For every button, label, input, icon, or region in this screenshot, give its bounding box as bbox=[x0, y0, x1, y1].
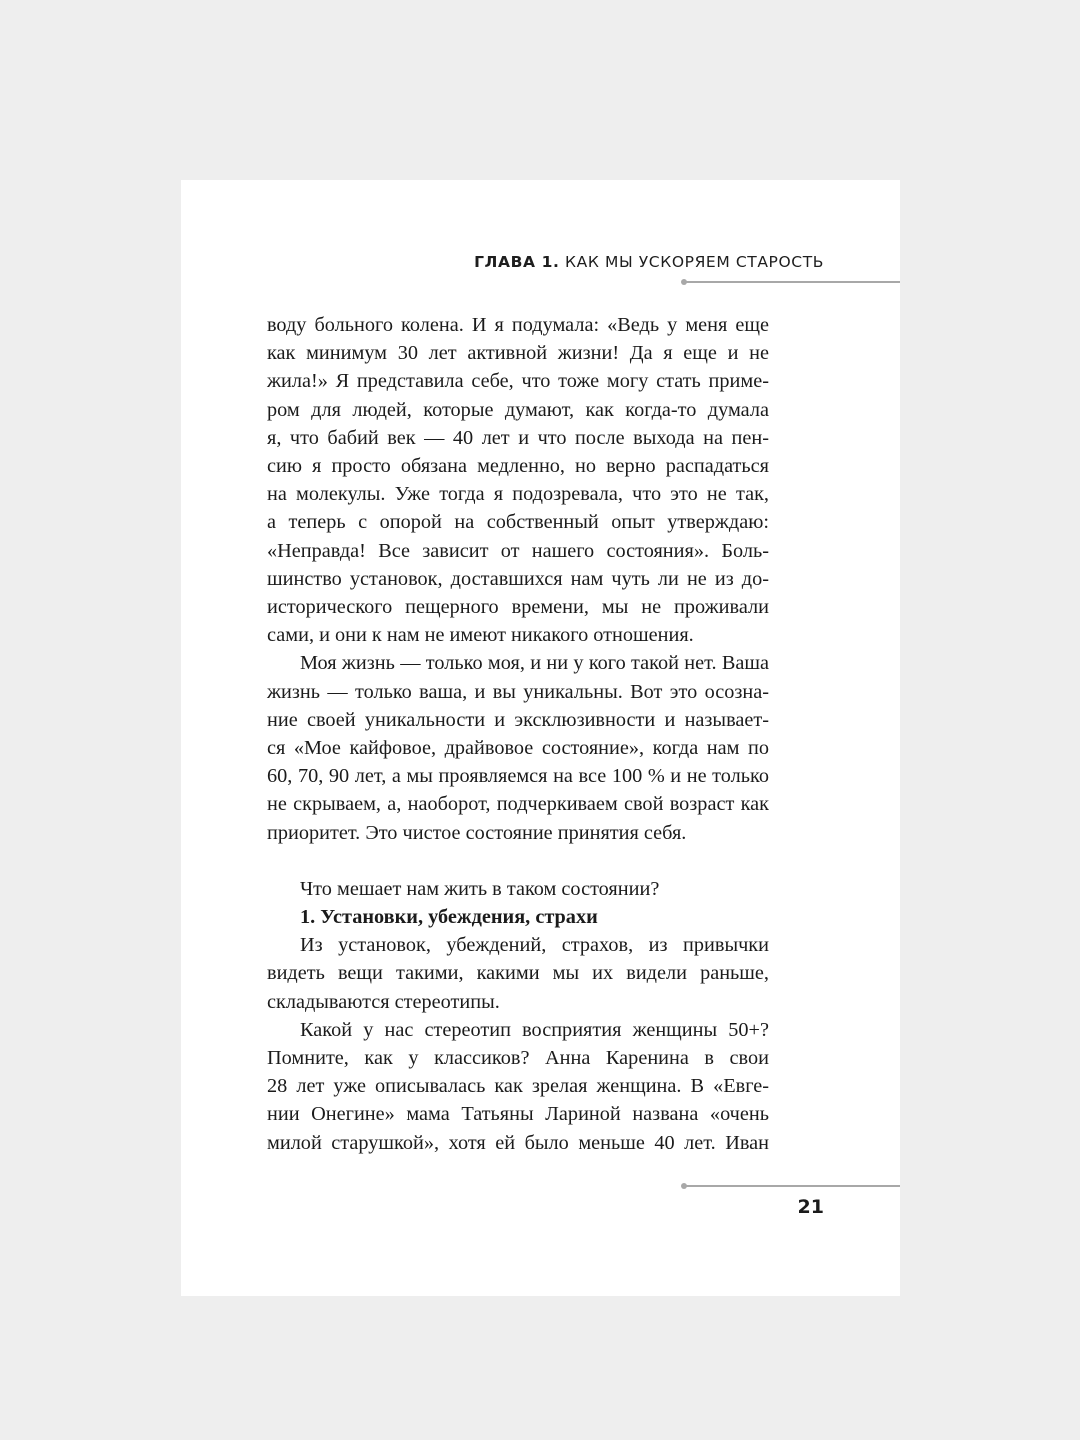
text-line: как минимум 30 лет активной жизни! Да я еще и не bbox=[267, 342, 769, 365]
header-rule bbox=[684, 281, 900, 283]
body-text bbox=[267, 311, 769, 1157]
page-number: 21 bbox=[797, 1196, 824, 1218]
text-line: 60, 70, 90 лет, а мы проявляемся на все 100 % и не только bbox=[267, 765, 769, 788]
text-line: исторического пещерного времени, мы не проживали bbox=[267, 596, 769, 619]
book-page bbox=[181, 180, 900, 1296]
text-line: воду больного колена. И я подумала: «Ведь у меня еще bbox=[267, 314, 769, 336]
text-line: Что мешает нам жить в таком состоянии? bbox=[300, 877, 660, 900]
text-line: 28 лет уже описывалась как зрелая женщина. В «Евге- bbox=[267, 1075, 769, 1098]
text-line: ся «Мое кайфовое, драйвовое состояние», когда нам по bbox=[267, 737, 769, 760]
chapter-title: КАК МЫ УСКОРЯЕМ СТАРОСТЬ bbox=[565, 253, 824, 271]
text-line: жизнь — только ваша, и вы уникальны. Вот это осозна- bbox=[267, 680, 769, 703]
text-line: нии Онегине» мама Татьяны Лариной названа «очень bbox=[267, 1103, 769, 1126]
text-line: а теперь с опорой на собственный опыт утверждаю: bbox=[267, 511, 769, 534]
text-line: Моя жизнь — только моя, и ни у кого такой нет. Ваша bbox=[300, 652, 769, 675]
footer-rule bbox=[684, 1185, 900, 1187]
text-line: Какой у нас стереотип восприятия женщины 50+? bbox=[300, 1018, 769, 1041]
text-line: жила!» Я представила себе, что тоже могу стать приме- bbox=[267, 370, 769, 393]
text-line: складываются стереотипы. bbox=[267, 990, 500, 1013]
text-line: на молекулы. Уже тогда я подозревала, что это не так, bbox=[267, 483, 769, 506]
text-line: шинство установок, доставшихся нам чуть ли не из до- bbox=[267, 567, 769, 590]
text-line: видеть вещи такими, какими мы их видели раньше, bbox=[267, 962, 769, 985]
text-line: ние своей уникальности и эксклюзивности и называет- bbox=[267, 708, 769, 731]
header-rule-dot bbox=[681, 279, 687, 285]
text-line: сами, и они к нам не имеют никакого отношения. bbox=[267, 624, 694, 647]
text-line: «Неправда! Все зависит от нашего состояния». Боль- bbox=[267, 539, 769, 562]
text-line: Из установок, убеждений, страхов, из привычки bbox=[300, 934, 769, 957]
text-line: сию я просто обязана медленно, но верно распадаться bbox=[267, 455, 769, 478]
text-line: не скрываем, а, наоборот, подчеркиваем свой возраст как bbox=[267, 793, 769, 816]
chapter-label: ГЛАВА 1. bbox=[474, 253, 560, 271]
text-line: приоритет. Это чистое состояние принятия себя. bbox=[267, 821, 687, 844]
running-header bbox=[474, 253, 824, 271]
text-line: милой старушкой», хотя ей было меньше 40 лет. Иван bbox=[267, 1131, 769, 1154]
text-line: я, что бабий век — 40 лет и что после выхода на пен- bbox=[267, 426, 769, 449]
footer-rule-dot bbox=[681, 1183, 687, 1189]
text-line: ром для людей, которые думают, как когда-то думала bbox=[267, 398, 769, 421]
section-heading: 1. Установки, убеждения, страхи bbox=[300, 906, 598, 929]
text-line: Помните, как у классиков? Анна Каренина в свои bbox=[267, 1047, 769, 1070]
